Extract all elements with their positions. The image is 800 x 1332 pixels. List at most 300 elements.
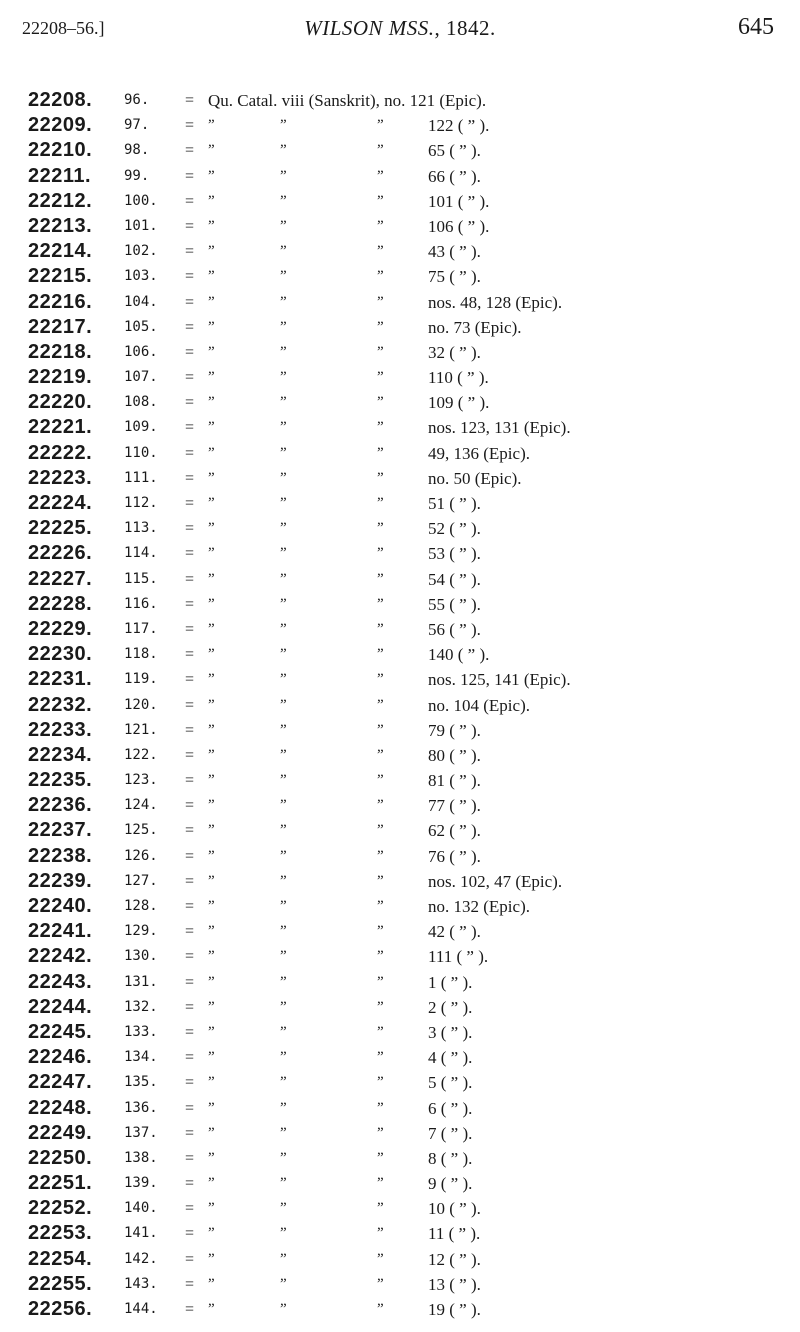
equals-sign: = (185, 772, 195, 790)
ditto-mark: ” (208, 217, 215, 234)
ditto-mark: ” (208, 696, 215, 713)
wilson-number: 129. (124, 923, 158, 940)
ditto-mark: ” (377, 293, 384, 310)
ditto-mark: ” (208, 1200, 215, 1217)
ditto-mark: ” (377, 1149, 384, 1166)
ditto-mark: ” (280, 1023, 287, 1040)
equals-sign: = (185, 142, 195, 160)
ditto-mark: ” (280, 1049, 287, 1066)
ditto-mark: ” (208, 671, 215, 688)
equals-sign: = (185, 595, 195, 613)
ditto-mark: ” (280, 1225, 287, 1242)
wilson-number: 132. (124, 998, 158, 1015)
ditto-mark: ” (377, 998, 384, 1015)
ditto-mark: ” (280, 394, 287, 411)
ditto-mark: ” (280, 1149, 287, 1166)
wilson-number: 128. (124, 898, 158, 914)
manuscript-number: 22237. (28, 819, 93, 842)
ditto-mark: ” (280, 620, 287, 637)
ditto-mark: ” (208, 268, 215, 285)
ditto-mark: ” (208, 847, 215, 864)
manuscript-number: 22236. (28, 794, 93, 817)
manuscript-number: 22235. (28, 769, 93, 792)
ditto-mark: ” (280, 923, 287, 940)
catalogue-row (0, 415, 800, 440)
catalogue-row (0, 768, 800, 793)
catalogue-reference: 122 ( ” ). (428, 116, 490, 136)
catalogue-reference: 9 ( ” ). (428, 1174, 473, 1194)
catalogue-reference: 11 ( ” ). (428, 1224, 481, 1244)
ditto-mark: ” (208, 142, 215, 159)
equals-sign: = (185, 1301, 195, 1318)
header-year: , 1842. (434, 16, 496, 40)
ditto-mark: ” (208, 872, 215, 889)
ditto-mark: ” (377, 1099, 384, 1116)
ditto-mark: ” (377, 1124, 384, 1141)
ditto-mark: ” (208, 1301, 215, 1317)
equals-sign: = (185, 1200, 195, 1218)
ditto-mark: ” (280, 721, 287, 738)
ditto-mark: ” (280, 1200, 287, 1217)
equals-sign: = (185, 721, 195, 739)
manuscript-number: 22250. (28, 1146, 93, 1169)
ditto-mark: ” (280, 545, 287, 562)
manuscript-number: 22212. (28, 189, 93, 212)
ditto-mark: ” (208, 1175, 215, 1192)
ditto-mark: ” (280, 243, 287, 260)
equals-sign: = (185, 495, 195, 512)
equals-sign: = (185, 973, 195, 991)
wilson-number: 131. (124, 973, 158, 990)
ditto-mark: ” (280, 646, 287, 663)
ditto-mark: ” (280, 192, 287, 209)
manuscript-number: 22221. (28, 416, 93, 439)
wilson-number: 113. (124, 520, 158, 537)
ditto-mark: ” (377, 1301, 384, 1317)
ditto-mark: ” (208, 369, 215, 386)
ditto-mark: ” (377, 671, 384, 688)
ditto-mark: ” (377, 872, 384, 889)
manuscript-number: 22244. (28, 995, 93, 1018)
wilson-number: 121. (124, 721, 158, 738)
wilson-number: 135. (124, 1074, 158, 1091)
wilson-number: 101. (124, 217, 158, 234)
manuscript-number: 22219. (28, 366, 93, 389)
ditto-mark: ” (208, 797, 215, 814)
manuscript-number: 22230. (28, 643, 93, 666)
ditto-mark: ” (280, 797, 287, 814)
catalogue-row (0, 164, 800, 189)
ditto-mark: ” (280, 595, 287, 612)
ditto-mark: ” (377, 923, 384, 940)
wilson-number: 114. (124, 545, 158, 562)
ditto-mark: ” (208, 192, 215, 209)
ditto-mark: ” (377, 898, 384, 914)
ditto-mark: ” (208, 822, 215, 839)
manuscript-number: 22234. (28, 743, 93, 766)
wilson-number: 97. (124, 117, 150, 134)
ditto-mark: ” (280, 1250, 287, 1267)
wilson-number: 117. (124, 620, 158, 637)
equals-sign: = (185, 998, 195, 1016)
ditto-mark: ” (208, 1149, 215, 1166)
manuscript-number: 22211. (28, 164, 92, 187)
ditto-mark: ” (280, 469, 287, 486)
catalogue-row (0, 743, 800, 768)
ditto-mark: ” (208, 243, 215, 260)
ditto-mark: ” (208, 595, 215, 612)
catalogue-row (0, 516, 800, 541)
header-title-italic: WILSON MSS. (304, 16, 435, 40)
ditto-mark: ” (377, 545, 384, 562)
catalogue-row (0, 567, 800, 592)
catalogue-row (0, 718, 800, 743)
catalogue-reference: Qu. Catal. viii (Sanskrit), no. 121 (Epic). (208, 91, 487, 110)
manuscript-number: 22248. (28, 1096, 93, 1119)
ditto-mark: ” (377, 797, 384, 814)
wilson-number: 124. (124, 797, 158, 814)
manuscript-number: 22233. (28, 718, 93, 741)
catalogue-reference: 42 ( ” ). (428, 922, 481, 942)
catalogue-reference: 81 ( ” ). (428, 771, 481, 791)
catalogue-reference: 111 ( ” ). (428, 947, 489, 967)
manuscript-number: 22209. (28, 114, 93, 137)
catalogue-row (0, 995, 800, 1020)
catalogue-reference: 6 ( ” ). (428, 1098, 473, 1118)
ditto-mark: ” (377, 217, 384, 234)
ditto-mark: ” (280, 520, 287, 537)
ditto-mark: ” (377, 343, 384, 360)
ditto-mark: ” (280, 948, 287, 965)
header-title (0, 16, 800, 41)
catalogue-reference: 80 ( ” ). (428, 745, 481, 765)
wilson-number: 112. (124, 495, 158, 511)
catalogue-row (0, 340, 800, 365)
ditto-mark: ” (377, 495, 384, 511)
wilson-number: 107. (124, 369, 158, 386)
ditto-mark: ” (377, 1175, 384, 1192)
catalogue-reference: no. 104 (Epic). (428, 695, 530, 715)
catalogue-row (0, 466, 800, 491)
ditto-mark: ” (377, 1250, 384, 1267)
ditto-mark: ” (208, 948, 215, 965)
ditto-mark: ” (280, 117, 287, 134)
equals-sign: = (185, 167, 195, 185)
ditto-mark: ” (208, 394, 215, 411)
wilson-number: 100. (124, 192, 158, 209)
catalogue-row (0, 1221, 800, 1246)
catalogue-row (0, 693, 800, 718)
manuscript-number: 22238. (28, 844, 93, 867)
ditto-mark: ” (377, 1275, 384, 1292)
ditto-mark: ” (208, 620, 215, 637)
ditto-mark: ” (377, 394, 384, 411)
ditto-mark: ” (208, 117, 215, 134)
manuscript-number: 22247. (28, 1071, 93, 1094)
ditto-mark: ” (280, 1301, 287, 1317)
ditto-mark: ” (280, 268, 287, 285)
wilson-number: 99. (124, 167, 150, 184)
equals-sign: = (185, 520, 195, 538)
manuscript-number: 22223. (28, 466, 93, 489)
equals-sign: = (185, 646, 195, 664)
equals-sign: = (185, 1149, 195, 1167)
catalogue-row (0, 844, 800, 869)
equals-sign: = (185, 1275, 195, 1293)
ditto-mark: ” (208, 1023, 215, 1040)
equals-sign: = (185, 469, 195, 487)
catalogue-row (0, 365, 800, 390)
catalogue-reference: 76 ( ” ). (428, 846, 481, 866)
catalogue-row (0, 315, 800, 340)
wilson-number: 96. (124, 92, 150, 108)
catalogue-reference: 54 ( ” ). (428, 569, 481, 589)
ditto-mark: ” (280, 343, 287, 360)
catalogue-row (0, 390, 800, 415)
manuscript-number: 22216. (28, 290, 93, 313)
catalogue-reference: 2 ( ” ). (428, 997, 473, 1017)
catalogue-reference: no. 73 (Epic). (428, 317, 522, 337)
ditto-mark: ” (280, 1099, 287, 1116)
catalogue-reference: 51 ( ” ). (428, 494, 481, 513)
manuscript-number: 22232. (28, 693, 93, 716)
ditto-mark: ” (377, 369, 384, 386)
ditto-mark: ” (377, 721, 384, 738)
catalogue-reference: nos. 123, 131 (Epic). (428, 418, 571, 438)
ditto-mark: ” (377, 167, 384, 184)
wilson-number: 122. (124, 746, 158, 763)
ditto-mark: ” (377, 822, 384, 839)
ditto-mark: ” (280, 318, 287, 335)
catalogue-row (0, 667, 800, 692)
equals-sign: = (185, 696, 195, 714)
manuscript-number: 22241. (28, 920, 93, 943)
wilson-number: 111. (124, 469, 158, 486)
catalogue-row (0, 1297, 800, 1322)
catalogue-row (0, 592, 800, 617)
wilson-number: 119. (124, 671, 158, 688)
wilson-number: 106. (124, 343, 158, 360)
catalogue-row (0, 944, 800, 969)
manuscript-number: 22220. (28, 391, 93, 414)
ditto-mark: ” (377, 595, 384, 612)
wilson-number: 140. (124, 1200, 158, 1217)
ditto-mark: ” (377, 1049, 384, 1066)
catalogue-row (0, 290, 800, 315)
catalogue-reference: 106 ( ” ). (428, 216, 490, 236)
ditto-mark: ” (377, 620, 384, 637)
catalogue-reference: no. 50 (Epic). (428, 468, 522, 488)
manuscript-number: 22243. (28, 970, 93, 993)
wilson-number: 125. (124, 822, 158, 839)
ditto-mark: ” (280, 671, 287, 688)
wilson-number: 109. (124, 419, 158, 436)
ditto-mark: ” (280, 1074, 287, 1091)
manuscript-number: 22229. (28, 617, 93, 640)
ditto-mark: ” (377, 142, 384, 159)
ditto-mark: ” (208, 1074, 215, 1091)
ditto-mark: ” (280, 847, 287, 864)
ditto-mark: ” (280, 293, 287, 310)
manuscript-number: 22213. (28, 214, 93, 237)
catalogue-row (0, 113, 800, 138)
equals-sign: = (185, 671, 195, 689)
equals-sign: = (185, 268, 195, 286)
equals-sign: = (185, 369, 195, 387)
manuscript-number: 22256. (28, 1298, 93, 1320)
ditto-mark: ” (208, 318, 215, 335)
catalogue-row (0, 1070, 800, 1095)
ditto-mark: ” (208, 570, 215, 587)
catalogue-reference: 32 ( ” ). (428, 342, 481, 362)
ditto-mark: ” (280, 444, 287, 461)
wilson-number: 116. (124, 595, 158, 612)
ditto-mark: ” (208, 721, 215, 738)
manuscript-number: 22239. (28, 869, 93, 892)
ditto-mark: ” (208, 1099, 215, 1116)
wilson-number: 115. (124, 570, 158, 587)
wilson-number: 126. (124, 847, 158, 864)
equals-sign: = (185, 1049, 195, 1067)
equals-sign: = (185, 1099, 195, 1117)
catalogue-reference: 3 ( ” ). (428, 1022, 473, 1042)
ditto-mark: ” (377, 948, 384, 965)
ditto-mark: ” (377, 243, 384, 260)
catalogue-row (0, 1020, 800, 1045)
wilson-number: 137. (124, 1124, 158, 1141)
catalogue-row (0, 214, 800, 239)
wilson-number: 133. (124, 1023, 158, 1040)
catalogue-reference: 5 ( ” ). (428, 1073, 473, 1093)
ditto-mark: ” (208, 746, 215, 763)
equals-sign: = (185, 444, 195, 462)
equals-sign: = (185, 1074, 195, 1092)
equals-sign: = (185, 948, 195, 966)
ditto-mark: ” (280, 1275, 287, 1292)
catalogue-reference: 62 ( ” ). (428, 821, 481, 841)
ditto-mark: ” (280, 419, 287, 436)
catalogue-row (0, 138, 800, 163)
ditto-mark: ” (280, 998, 287, 1015)
catalogue-row (0, 970, 800, 995)
equals-sign: = (185, 872, 195, 890)
catalogue-row (0, 541, 800, 566)
equals-sign: = (185, 1175, 195, 1193)
ditto-mark: ” (377, 469, 384, 486)
catalogue-row (0, 1171, 800, 1196)
manuscript-number: 22242. (28, 945, 93, 968)
catalogue-reference: 7 ( ” ). (428, 1123, 473, 1143)
equals-sign: = (185, 898, 195, 915)
ditto-mark: ” (208, 545, 215, 562)
manuscript-number: 22224. (28, 492, 93, 514)
catalogue-reference: 66 ( ” ). (428, 166, 481, 186)
catalogue-reference: 65 ( ” ). (428, 141, 481, 161)
catalogue-reference: 101 ( ” ). (428, 191, 490, 211)
ditto-mark: ” (208, 646, 215, 663)
catalogue-row (0, 1096, 800, 1121)
manuscript-number: 22208. (28, 89, 93, 111)
ditto-mark: ” (280, 822, 287, 839)
ditto-mark: ” (280, 495, 287, 511)
ditto-mark: ” (208, 973, 215, 990)
ditto-mark: ” (377, 520, 384, 537)
catalogue-reference: no. 132 (Epic). (428, 897, 530, 916)
ditto-mark: ” (377, 570, 384, 587)
ditto-mark: ” (377, 117, 384, 134)
ditto-mark: ” (377, 1074, 384, 1091)
wilson-number: 138. (124, 1149, 158, 1166)
ditto-mark: ” (208, 998, 215, 1015)
catalogue-row (0, 919, 800, 944)
catalogue-row (0, 1272, 800, 1297)
ditto-mark: ” (280, 746, 287, 763)
manuscript-number: 22246. (28, 1046, 93, 1069)
catalogue-reference: 109 ( ” ). (428, 393, 490, 413)
ditto-mark: ” (208, 520, 215, 537)
catalogue-reference: nos. 102, 47 (Epic). (428, 871, 563, 891)
equals-sign: = (185, 822, 195, 840)
ditto-mark: ” (208, 1225, 215, 1242)
ditto-mark: ” (280, 872, 287, 889)
catalogue-row (0, 1121, 800, 1146)
manuscript-number: 22225. (28, 517, 93, 540)
ditto-mark: ” (280, 973, 287, 990)
wilson-number: 144. (124, 1301, 158, 1317)
catalogue-row (0, 793, 800, 818)
ditto-mark: ” (208, 772, 215, 789)
equals-sign: = (185, 243, 195, 261)
catalogue-reference: 10 ( ” ). (428, 1199, 481, 1219)
catalogue-row (0, 1247, 800, 1272)
ditto-mark: ” (208, 469, 215, 486)
equals-sign: = (185, 1124, 195, 1142)
catalogue-reference: 110 ( ” ). (428, 368, 489, 388)
header-range: 22208–56.] (22, 18, 105, 38)
wilson-number: 139. (124, 1175, 158, 1192)
equals-sign: = (185, 293, 195, 311)
catalogue-reference: 43 ( ” ). (428, 242, 481, 262)
equals-sign: = (185, 620, 195, 638)
equals-sign: = (185, 923, 195, 941)
wilson-number: 120. (124, 696, 158, 713)
wilson-number: 130. (124, 948, 158, 965)
manuscript-number: 22252. (28, 1197, 93, 1220)
equals-sign: = (185, 545, 195, 563)
catalogue-reference: 13 ( ” ). (428, 1274, 481, 1294)
wilson-number: 142. (124, 1250, 158, 1267)
ditto-mark: ” (280, 772, 287, 789)
wilson-number: 110. (124, 444, 158, 461)
manuscript-number: 22228. (28, 592, 93, 615)
manuscript-number: 22218. (28, 340, 93, 363)
equals-sign: = (185, 746, 195, 764)
ditto-mark: ” (208, 898, 215, 914)
catalogue-reference: 140 ( ” ). (428, 645, 490, 665)
catalogue-reference: nos. 125, 141 (Epic). (428, 670, 571, 690)
catalogue-reference: 52 ( ” ). (428, 519, 481, 539)
ditto-mark: ” (280, 1175, 287, 1192)
catalogue-row (0, 1045, 800, 1070)
ditto-mark: ” (208, 923, 215, 940)
catalogue-list (0, 88, 800, 1322)
wilson-number: 105. (124, 318, 158, 335)
catalogue-row (0, 642, 800, 667)
ditto-mark: ” (377, 696, 384, 713)
catalogue-row (0, 1196, 800, 1221)
wilson-number: 141. (124, 1225, 158, 1242)
wilson-number: 104. (124, 293, 158, 310)
